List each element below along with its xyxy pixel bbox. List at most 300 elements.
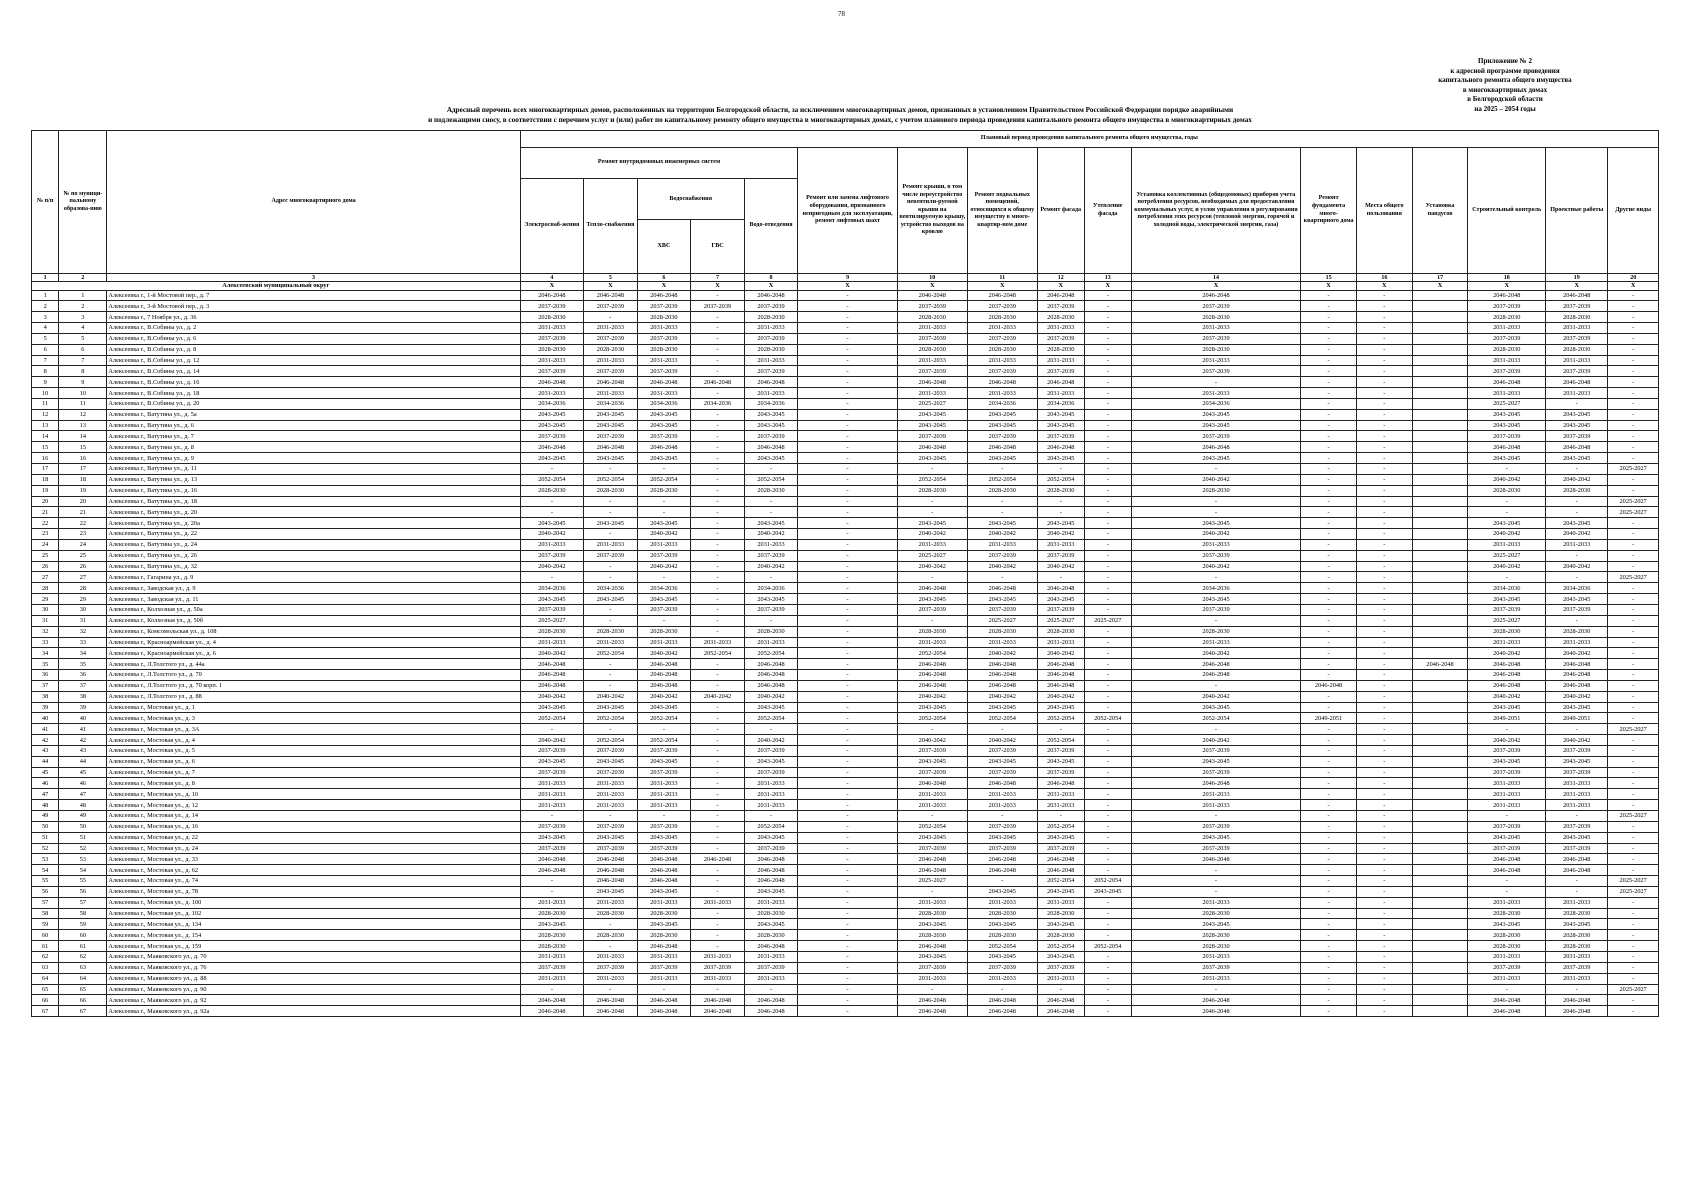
section-mark: Х	[1356, 282, 1412, 291]
period-cell: -	[1356, 865, 1412, 876]
period-cell: 2046-2048	[584, 377, 638, 388]
period-cell: -	[1131, 811, 1300, 822]
header-electricity: Электроснаб-жения	[520, 179, 583, 274]
address-cell: Алексеевка г., Мостовая ул., д. 102	[107, 908, 520, 919]
period-cell: 2034-2036	[744, 583, 798, 594]
period-cell: 2043-2045	[1546, 453, 1608, 464]
period-cell: -	[584, 680, 638, 691]
table-row	[32, 735, 1659, 746]
period-cell: 2034-2036	[744, 398, 798, 409]
period-cell: 2043-2045	[1468, 518, 1546, 529]
period-cell: 2046-2048	[1037, 583, 1084, 594]
table-row	[32, 290, 1659, 301]
index-cell: 9	[59, 377, 107, 388]
period-cell: -	[1356, 398, 1412, 409]
period-cell: -	[1301, 735, 1357, 746]
period-cell: -	[1301, 507, 1357, 518]
table-row	[32, 409, 1659, 420]
period-cell: -	[1356, 984, 1412, 995]
period-cell: 2043-2045	[1546, 919, 1608, 930]
period-cell: 2031-2033	[967, 388, 1037, 399]
period-cell: -	[744, 984, 798, 995]
period-cell: 2028-2030	[584, 930, 638, 941]
table-row	[32, 561, 1659, 572]
period-cell: 2037-2039	[520, 962, 583, 973]
period-cell: -	[1356, 507, 1412, 518]
header-hot-water: ГВС	[711, 243, 724, 249]
period-cell: 2031-2033	[897, 388, 967, 399]
period-cell: 2028-2030	[1131, 930, 1300, 941]
index-cell: 50	[32, 821, 59, 832]
period-cell: -	[1608, 301, 1659, 312]
period-cell: -	[691, 778, 745, 789]
period-cell: -	[691, 529, 745, 540]
section-mark: Х	[1131, 282, 1300, 291]
period-cell	[1412, 377, 1468, 388]
period-cell: 2031-2033	[744, 800, 798, 811]
period-cell: 2040-2042	[1131, 691, 1300, 702]
period-cell: -	[798, 594, 897, 605]
period-cell: 2031-2033	[520, 800, 583, 811]
period-cell: 2043-2045	[637, 702, 691, 713]
period-cell: 2046-2048	[897, 941, 967, 952]
period-cell: 2040-2042	[1131, 529, 1300, 540]
period-cell: 2046-2048	[897, 377, 967, 388]
period-cell: 2028-2030	[1468, 930, 1546, 941]
period-cell: 2037-2039	[1131, 962, 1300, 973]
period-cell: 2040-2042	[1037, 648, 1084, 659]
index-cell: 6	[32, 344, 59, 355]
period-cell: 2037-2039	[1546, 301, 1608, 312]
index-cell: 34	[32, 648, 59, 659]
period-cell: 2043-2045	[897, 919, 967, 930]
table-row	[32, 420, 1659, 431]
period-cell: -	[1608, 409, 1659, 420]
index-cell: 13	[32, 420, 59, 431]
period-cell: 2031-2033	[637, 897, 691, 908]
period-cell: 2043-2045	[584, 886, 638, 897]
table-row	[32, 583, 1659, 594]
period-cell: -	[1301, 789, 1357, 800]
period-cell	[1412, 789, 1468, 800]
period-cell: -	[1356, 713, 1412, 724]
period-cell: -	[798, 431, 897, 442]
period-cell: 2037-2039	[1037, 333, 1084, 344]
index-cell: 55	[59, 876, 107, 887]
period-cell: -	[798, 691, 897, 702]
period-cell: 2031-2033	[584, 323, 638, 334]
address-cell: Алексеевка г., В.Собины ул., д. 16	[107, 377, 520, 388]
period-cell: 2031-2033	[1468, 789, 1546, 800]
period-cell: -	[1356, 572, 1412, 583]
section-mark: Х	[637, 282, 691, 291]
table-row	[32, 529, 1659, 540]
period-cell: 2034-2036	[637, 398, 691, 409]
period-cell: 2031-2033	[584, 388, 638, 399]
period-cell: -	[1084, 496, 1131, 507]
period-cell: -	[1356, 962, 1412, 973]
period-cell: 2043-2045	[897, 594, 967, 605]
address-cell: Алексеевка г., Л.Толстого ул., д. 70 корп. 1	[107, 680, 520, 691]
table-row	[32, 1006, 1659, 1017]
period-cell: 2046-2048	[520, 659, 583, 670]
period-cell: -	[1608, 355, 1659, 366]
period-cell: -	[1608, 897, 1659, 908]
period-cell: -	[584, 496, 638, 507]
period-cell: 2031-2033	[1131, 951, 1300, 962]
header-facade: Ремонт фасада	[1037, 148, 1084, 274]
period-cell: 2034-2036	[520, 398, 583, 409]
index-cell: 59	[32, 919, 59, 930]
period-cell: -	[798, 756, 897, 767]
period-cell: 2037-2039	[897, 431, 967, 442]
period-cell: -	[1608, 583, 1659, 594]
period-cell: -	[1084, 572, 1131, 583]
index-cell: 24	[32, 539, 59, 550]
period-cell	[1412, 648, 1468, 659]
period-cell: 2028-2030	[1131, 626, 1300, 637]
period-cell: -	[1356, 745, 1412, 756]
period-cell: 2028-2030	[637, 312, 691, 323]
period-cell: 2037-2039	[744, 366, 798, 377]
period-cell: -	[798, 496, 897, 507]
address-cell: Алексеевка г., Комсомольская ул., д. 108	[107, 626, 520, 637]
period-cell: -	[1468, 496, 1546, 507]
period-cell: -	[691, 572, 745, 583]
period-cell: 2043-2045	[1468, 453, 1546, 464]
period-cell: -	[897, 984, 967, 995]
period-cell: -	[1608, 778, 1659, 789]
period-cell: 2040-2042	[1546, 474, 1608, 485]
index-cell: 15	[32, 442, 59, 453]
period-cell: 2028-2030	[1131, 344, 1300, 355]
period-cell: 2043-2045	[967, 594, 1037, 605]
period-cell: 2028-2030	[744, 312, 798, 323]
period-cell: -	[691, 756, 745, 767]
period-cell: 2046-2048	[1037, 377, 1084, 388]
address-cell: Алексеевка г., 7 Ноября ул., д. 36	[107, 312, 520, 323]
period-cell: -	[1356, 431, 1412, 442]
period-cell: 2031-2033	[1468, 539, 1546, 550]
period-cell: 2046-2048	[1131, 659, 1300, 670]
period-cell: 2043-2045	[520, 453, 583, 464]
period-cell	[1412, 735, 1468, 746]
period-cell: -	[798, 301, 897, 312]
period-cell: -	[1084, 594, 1131, 605]
period-cell: 2031-2033	[520, 951, 583, 962]
period-cell: 2025-2027	[1608, 876, 1659, 887]
address-cell: Алексеевка г., Заводская ул., д. 9	[107, 583, 520, 594]
column-number: 7	[691, 274, 745, 282]
period-cell: 2043-2045	[897, 756, 967, 767]
period-cell: 2046-2048	[1037, 865, 1084, 876]
period-cell: -	[1356, 659, 1412, 670]
index-cell: 34	[59, 648, 107, 659]
period-cell: -	[1356, 941, 1412, 952]
period-cell: -	[897, 507, 967, 518]
address-cell: Алексеевка г., Красноармейская ул., д. 6	[107, 648, 520, 659]
period-cell: -	[744, 572, 798, 583]
period-cell: 2037-2039	[637, 333, 691, 344]
period-cell: -	[798, 604, 897, 615]
period-cell: -	[798, 648, 897, 659]
table-row	[32, 594, 1659, 605]
period-cell: 2046-2048	[637, 941, 691, 952]
period-cell: -	[1468, 464, 1546, 475]
address-cell: Алексеевка г., Гагарина ул., д. 9	[107, 572, 520, 583]
period-cell: 2037-2039	[1468, 767, 1546, 778]
index-cell: 60	[32, 930, 59, 941]
period-cell	[1412, 821, 1468, 832]
period-cell: 2046-2048	[1468, 1006, 1546, 1017]
period-cell: -	[637, 496, 691, 507]
period-cell: -	[744, 724, 798, 735]
period-cell: -	[798, 876, 897, 887]
period-cell: 2040-2042	[967, 561, 1037, 572]
period-cell: -	[1546, 615, 1608, 626]
period-cell: 2043-2045	[520, 756, 583, 767]
column-number: 19	[1546, 274, 1608, 282]
index-cell: 25	[59, 550, 107, 561]
table-row	[32, 604, 1659, 615]
period-cell: 2043-2045	[897, 702, 967, 713]
period-cell: -	[1356, 529, 1412, 540]
period-cell: -	[1301, 398, 1357, 409]
address-cell: Алексеевка г., Ватутина ул., д. 7	[107, 431, 520, 442]
index-cell: 5	[32, 333, 59, 344]
period-cell	[1412, 409, 1468, 420]
period-cell: -	[1608, 312, 1659, 323]
period-cell: -	[691, 344, 745, 355]
period-cell: -	[1608, 930, 1659, 941]
period-cell: 2028-2030	[967, 930, 1037, 941]
period-cell: -	[1608, 431, 1659, 442]
table-row	[32, 973, 1659, 984]
period-cell: -	[691, 561, 745, 572]
period-cell: 2046-2048	[1131, 442, 1300, 453]
period-cell: 2031-2033	[1546, 800, 1608, 811]
period-cell: -	[744, 464, 798, 475]
column-number: 12	[1037, 274, 1084, 282]
period-cell: -	[1301, 919, 1357, 930]
column-number: 5	[584, 274, 638, 282]
index-cell: 42	[32, 735, 59, 746]
period-cell: -	[798, 344, 897, 355]
period-cell: -	[1084, 561, 1131, 572]
period-cell	[1412, 442, 1468, 453]
column-number: 15	[1301, 274, 1357, 282]
period-cell: 2046-2048	[637, 995, 691, 1006]
address-cell: Алексеевка г., 3-й Мостовой пер., д. 3	[107, 301, 520, 312]
period-cell	[1412, 572, 1468, 583]
period-cell: 2043-2045	[584, 702, 638, 713]
period-cell: 2040-2042	[1546, 648, 1608, 659]
index-cell: 44	[59, 756, 107, 767]
section-mark: Х	[1084, 282, 1131, 291]
period-cell: 2025-2027	[897, 398, 967, 409]
period-cell: 2040-2042	[637, 691, 691, 702]
period-cell: 2037-2039	[967, 843, 1037, 854]
index-cell: 38	[59, 691, 107, 702]
column-number: 17	[1412, 274, 1468, 282]
period-cell	[1412, 930, 1468, 941]
table-row	[32, 767, 1659, 778]
section-mark: Х	[897, 282, 967, 291]
period-cell: -	[691, 865, 745, 876]
index-cell: 26	[32, 561, 59, 572]
period-cell: -	[798, 442, 897, 453]
period-cell: 2046-2048	[1468, 659, 1546, 670]
period-cell: -	[967, 984, 1037, 995]
table-row	[32, 388, 1659, 399]
period-cell: -	[1608, 333, 1659, 344]
period-cell: -	[1301, 637, 1357, 648]
period-cell: -	[1608, 919, 1659, 930]
index-cell: 42	[59, 735, 107, 746]
period-cell	[1412, 941, 1468, 952]
header-water-title: Водоснабжения	[638, 179, 744, 220]
period-cell: 2037-2039	[637, 366, 691, 377]
period-cell: -	[691, 941, 745, 952]
period-cell: 2037-2039	[520, 301, 583, 312]
period-cell: 2043-2045	[637, 886, 691, 897]
period-cell: -	[520, 507, 583, 518]
period-cell: 2043-2045	[897, 453, 967, 464]
period-cell: 2052-2054	[520, 474, 583, 485]
index-cell: 4	[32, 323, 59, 334]
index-cell: 67	[59, 1006, 107, 1017]
period-cell: 2040-2042	[1131, 561, 1300, 572]
index-cell: 47	[59, 789, 107, 800]
index-cell: 16	[32, 453, 59, 464]
table-row	[32, 431, 1659, 442]
address-cell: Алексеевка г., Мостовая ул., д. 12	[107, 800, 520, 811]
period-cell: -	[1546, 984, 1608, 995]
period-cell: 2031-2033	[637, 778, 691, 789]
header-heating: Тепло-снабжения	[584, 179, 638, 274]
index-cell: 57	[59, 897, 107, 908]
index-cell: 67	[32, 1006, 59, 1017]
header-other: Другие виды	[1608, 148, 1659, 274]
address-cell: Алексеевка г., Маяковского ул., д. 70	[107, 951, 520, 962]
period-cell: 2046-2048	[691, 377, 745, 388]
period-cell: 2031-2033	[744, 323, 798, 334]
index-cell: 45	[59, 767, 107, 778]
period-cell: 2040-2042	[1131, 648, 1300, 659]
index-cell: 10	[32, 388, 59, 399]
period-cell: -	[691, 312, 745, 323]
table-row	[32, 821, 1659, 832]
period-cell: -	[1608, 821, 1659, 832]
period-cell: -	[798, 355, 897, 366]
index-cell: 61	[32, 941, 59, 952]
period-cell: -	[1301, 995, 1357, 1006]
period-cell: -	[1608, 908, 1659, 919]
period-cell: 2040-2042	[1546, 735, 1608, 746]
period-cell: -	[1356, 767, 1412, 778]
period-cell: 2052-2054	[1084, 876, 1131, 887]
period-cell: 2052-2054	[1037, 735, 1084, 746]
period-cell: 2028-2030	[897, 344, 967, 355]
table-row	[32, 941, 1659, 952]
index-cell: 31	[59, 615, 107, 626]
period-cell: -	[1468, 724, 1546, 735]
period-cell: 2052-2054	[744, 821, 798, 832]
period-cell: 2052-2054	[584, 474, 638, 485]
period-cell: -	[584, 984, 638, 995]
header-cold-water: ХВС	[638, 220, 692, 273]
period-cell: 2031-2033	[1468, 355, 1546, 366]
address-cell: Алексеевка г., Ватутина ул., д. 26	[107, 550, 520, 561]
period-cell: -	[584, 919, 638, 930]
index-cell: 25	[32, 550, 59, 561]
period-cell: -	[1084, 431, 1131, 442]
period-cell: -	[584, 529, 638, 540]
period-cell: 2043-2045	[744, 409, 798, 420]
period-cell: -	[798, 626, 897, 637]
period-cell: 2028-2030	[520, 344, 583, 355]
section-mark: Х	[584, 282, 638, 291]
period-cell: 2052-2054	[967, 474, 1037, 485]
period-cell: 2031-2033	[584, 789, 638, 800]
period-cell: 2028-2030	[584, 908, 638, 919]
period-cell: -	[1356, 800, 1412, 811]
period-cell: -	[691, 735, 745, 746]
period-cell: -	[1608, 735, 1659, 746]
index-cell: 56	[59, 886, 107, 897]
period-cell: -	[1037, 507, 1084, 518]
period-cell: -	[584, 811, 638, 822]
period-cell: -	[798, 420, 897, 431]
period-cell: 2037-2039	[584, 745, 638, 756]
period-cell: -	[691, 811, 745, 822]
address-cell: Алексеевка г., Мостовая ул., д. 7	[107, 767, 520, 778]
index-cell: 16	[59, 453, 107, 464]
period-cell: 2043-2045	[1037, 919, 1084, 930]
period-cell: -	[798, 561, 897, 572]
period-cell: -	[798, 453, 897, 464]
period-cell	[1412, 485, 1468, 496]
period-cell: -	[798, 670, 897, 681]
address-cell: Алексеевка г., Мостовая ул., д. 4	[107, 735, 520, 746]
index-cell: 36	[32, 670, 59, 681]
table-row	[32, 670, 1659, 681]
period-cell: -	[1084, 778, 1131, 789]
table-row	[32, 865, 1659, 876]
period-cell: -	[691, 453, 745, 464]
period-cell: 2043-2045	[637, 453, 691, 464]
period-cell: 2028-2030	[897, 485, 967, 496]
period-cell: 2046-2048	[1468, 854, 1546, 865]
period-cell	[1412, 398, 1468, 409]
period-cell: 2046-2048	[897, 680, 967, 691]
period-cell: 2046-2048	[584, 865, 638, 876]
period-cell: -	[691, 670, 745, 681]
period-cell: 2031-2033	[1546, 897, 1608, 908]
period-cell: -	[897, 615, 967, 626]
period-cell: -	[798, 865, 897, 876]
index-cell: 29	[32, 594, 59, 605]
period-cell: -	[691, 388, 745, 399]
period-cell	[1412, 962, 1468, 973]
period-cell: -	[1084, 355, 1131, 366]
period-cell: -	[798, 843, 897, 854]
period-cell: 2046-2048	[967, 778, 1037, 789]
period-cell: -	[1301, 539, 1357, 550]
period-cell: 2028-2030	[520, 485, 583, 496]
period-cell: 2046-2048	[1468, 865, 1546, 876]
period-cell: -	[897, 496, 967, 507]
